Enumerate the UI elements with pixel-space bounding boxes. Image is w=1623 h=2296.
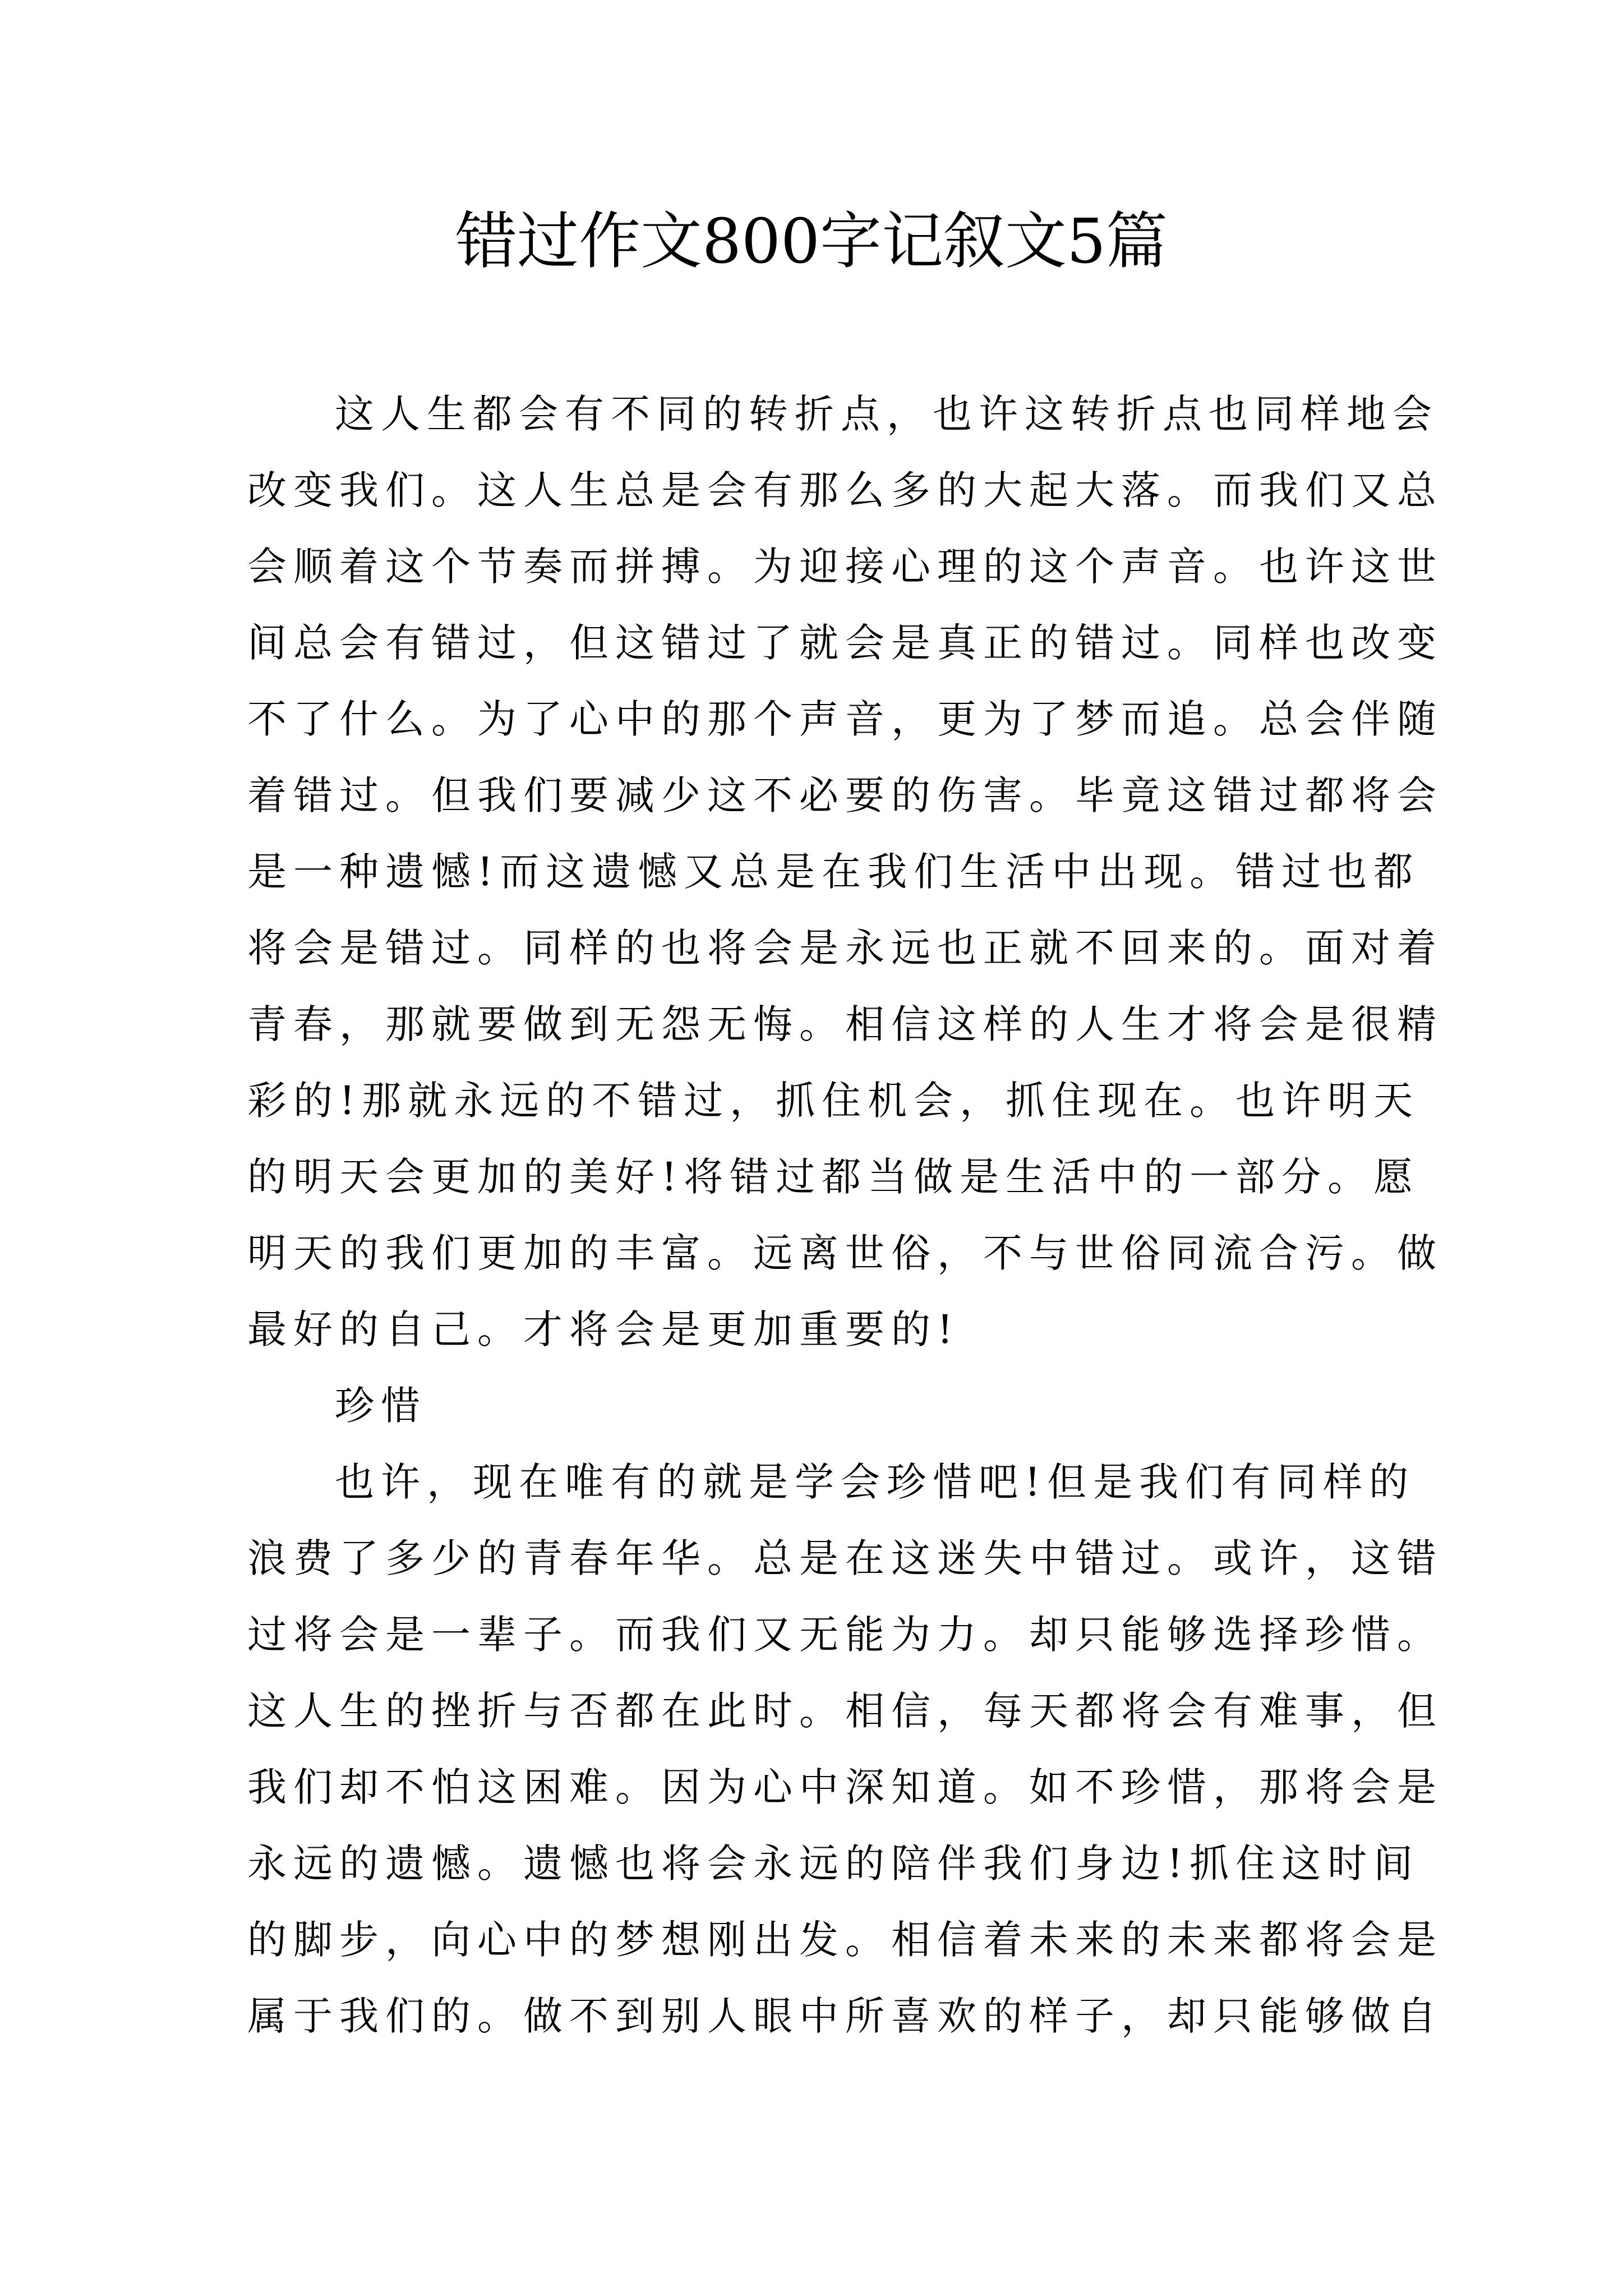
text-line: 我们却不怕这困难。因为心中深知道。如不珍惜，那将会是 (247, 1764, 1443, 1810)
text-line: 间总会有错过，但这错过了就会是真正的错过。同样也改变 (247, 620, 1443, 666)
document-title: 错过作文800字记叙文5篇 (455, 205, 1168, 277)
text-line: 最好的自己。才将会是更加重要的! (247, 1306, 960, 1352)
text-line: 这人生的挫折与否都在此时。相信，每天都将会有难事，但 (247, 1688, 1443, 1734)
text-line: 的脚步，向心中的梦想刚出发。相信着未来的未来都将会是 (247, 1917, 1443, 1963)
text-line: 永远的遗憾。遗憾也将会永远的陪伴我们身边!抓住这时间 (247, 1841, 1420, 1887)
text-line: 过将会是一辈子。而我们又无能为力。却只能够选择珍惜。 (247, 1612, 1443, 1658)
text-line: 青春，那就要做到无怨无悔。相信这样的人生才将会是很精 (247, 1001, 1443, 1047)
section-heading: 珍惜 (335, 1383, 427, 1429)
text-line: 会顺着这个节奏而拼搏。为迎接心理的这个声音。也许这世 (247, 544, 1443, 590)
text-line: 这人生都会有不同的转折点，也许这转折点也同样地会 (335, 391, 1438, 437)
text-line: 明天的我们更加的丰富。远离世俗，不与世俗同流合污。做 (247, 1230, 1443, 1276)
text-line: 不了什么。为了心中的那个声音，更为了梦而追。总会伴随 (247, 696, 1443, 742)
text-line: 浪费了多少的青春年华。总是在这迷失中错过。或许，这错 (247, 1535, 1443, 1581)
text-line: 属于我们的。做不到别人眼中所喜欢的样子，却只能够做自 (247, 1993, 1443, 2039)
text-line: 的明天会更加的美好!将错过都当做是生活中的一部分。愿 (247, 1154, 1420, 1200)
text-line: 着错过。但我们要减少这不必要的伤害。毕竟这错过都将会 (247, 772, 1443, 818)
text-line: 改变我们。这人生总是会有那么多的大起大落。而我们又总 (247, 467, 1443, 513)
text-line: 是一种遗憾!而这遗憾又总是在我们生活中出现。错过也都 (247, 849, 1420, 895)
text-line: 将会是错过。同样的也将会是永远也正就不回来的。面对着 (247, 925, 1443, 971)
text-line: 彩的!那就永远的不错过，抓住机会，抓住现在。也许明天 (247, 1078, 1420, 1124)
text-line: 也许，现在唯有的就是学会珍惜吧!但是我们有同样的 (335, 1459, 1415, 1505)
